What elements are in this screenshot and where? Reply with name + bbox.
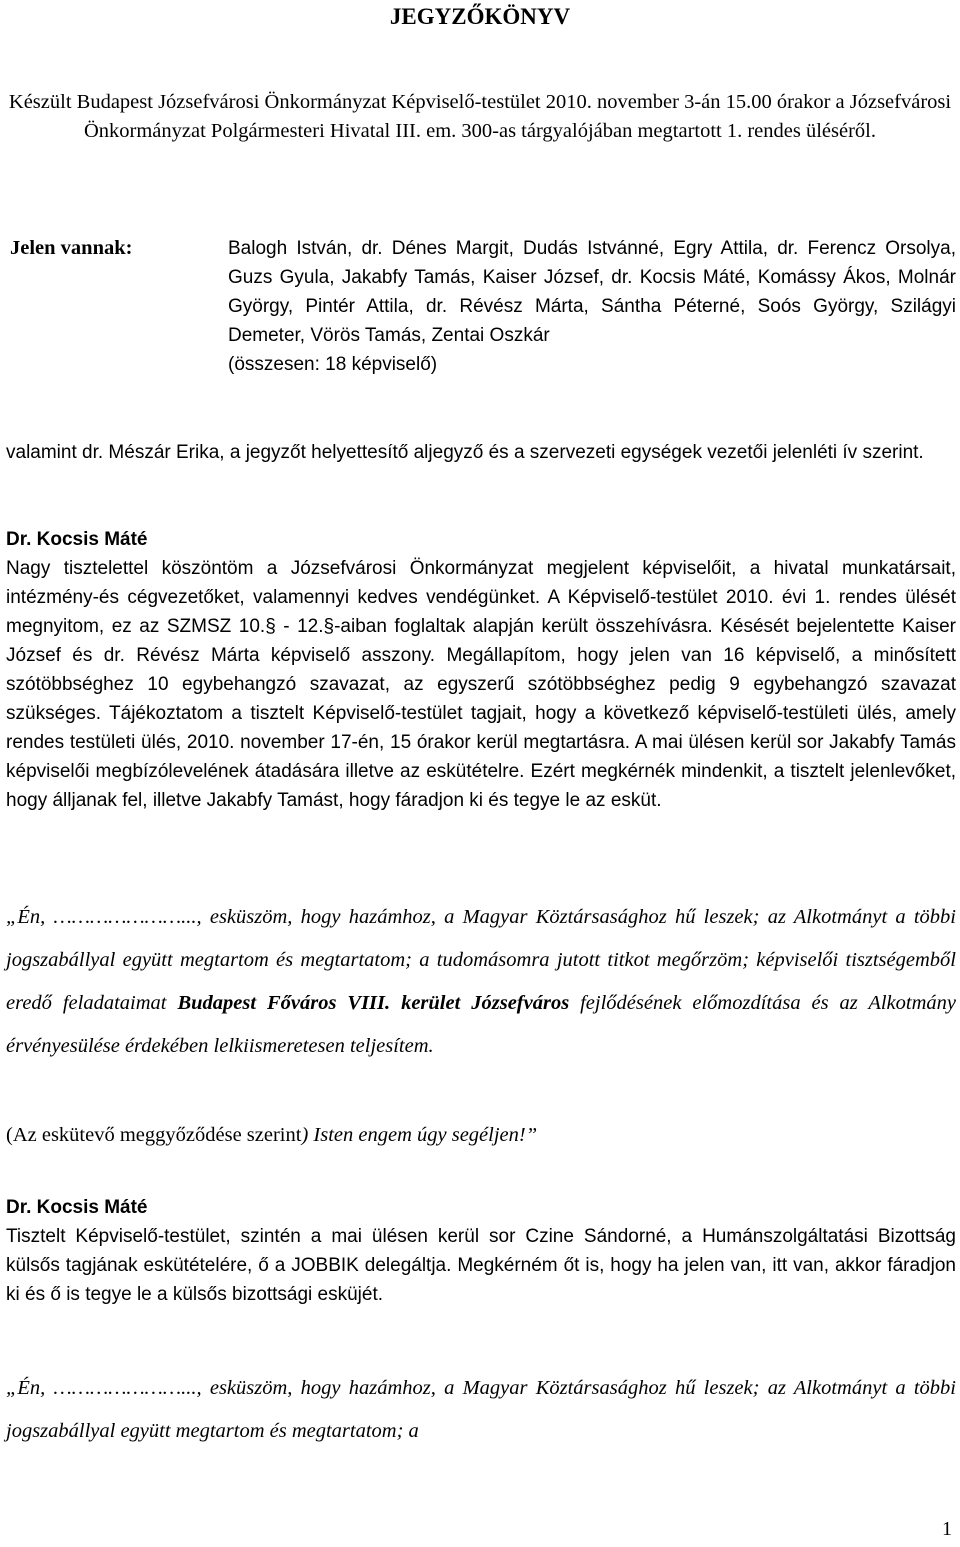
intro-paragraph: Készült Budapest Józsefvárosi Önkormányzat Képviselő-testület 2010. november 3-án 15.00 órakor a Józsefvárosi Önkormányzat Polgármesteri Hivatal III. em. 300-as tárgyalójában megtartott 1. rendes üléséről.	[8, 91, 952, 142]
also-present-paragraph: valamint dr. Mészár Erika, a jegyzőt helyettesítő aljegyző és a szervezeti egységek vezetői jelenléti ív szerint.	[6, 442, 924, 463]
document-title: JEGYZŐKÖNYV	[389, 4, 571, 29]
oath-text-2: „Én, …………………..., esküszöm, hogy hazámhoz, a Magyar Köztársasághoz hű leszek; az Alkotmányt a többi jogszabállyal együtt megtartom és megtartatom; a	[6, 1377, 956, 1442]
oath-closing-italic: ) Isten engem úgy segéljen!”	[301, 1124, 538, 1146]
oath-closing-plain: (Az eskütevő meggyőződése szerint	[6, 1124, 302, 1146]
speech-paragraph-1: Nagy tisztelettel köszöntöm a Józsefvárosi Önkormányzat megjelent képviselőit, a hivatal munkatársait, intézmény-és cégvezetőket, valamennyi kedves vendégünket. A Képviselő-testület 2010. évi 1. rendes ülését megnyitom, ez az SZMSZ 10.§ - 12.§-aiban foglaltak alapján került összehívásra. Késését bejelentette Kaiser József és dr. Révész Márta képviselő asszony. Megállapítom, hogy jelen van 16 képviselő, a minősített szótöbbséghez 10 egybehangzó szavazat, az egyszerű szótöbbséghez pedig 9 egybehangzó szavazat szükséges. Tájékoztatom a tisztelt Képviselő-testület tagjait, hogy a következő képviselő-testületi ülés, amely rendes testületi ülés, 2010. november 17-én, 15 órakor kerül megtartásra. A mai ülésen kerül sor Jakabfy Tamás képviselői megbízólevelének átadására illetve az eskütételre. Ezért megkérnék mindenkit, a tisztelt jelenlevőket, hogy álljanak fel, illetve Jakabfy Tamást, hogy fáradjon ki és tegye le az esküt.	[6, 558, 956, 811]
present-label: Jelen vannak:	[10, 237, 133, 259]
present-total: (összesen: 18 képviselő)	[228, 354, 438, 375]
oath-1-part-b: fejlődésének előmozdítása és az Alkotmány érvényesülése érdekében lelkiismeretesen teljesítem.	[6, 992, 956, 1057]
oath-closing-1	[6, 1121, 956, 1150]
speech-paragraph-2: Tisztelt Képviselő-testület, szintén a mai ülésen kerül sor Czine Sándorné, a Humánszolgáltatási Bizottság külsős tagjának eskütételére, ő a JOBBIK delegáltja. Megkérném őt is, hogy ha jelen van, itt van, akkor fáradjon ki és ő is tegye le a külsős bizottsági esküjét.	[6, 1226, 956, 1305]
speaker-name-1: Dr. Kocsis Máté	[6, 529, 148, 550]
oath-1-bold-place: Budapest Főváros VIII. kerület Józsefváros	[177, 992, 570, 1014]
page-number: 1	[942, 1518, 952, 1540]
oath-1-part-a: „Én, …………………..., esküszöm, hogy hazámhoz, a Magyar Köztársasághoz hű leszek; az Alkotmányt a többi jogszabállyal együtt megtartom és megtartatom; a tudomásomra jutott titkot megőrzöm; képviselői tisztségemből eredő feladataimat	[6, 906, 956, 1014]
present-members-list: Balogh István, dr. Dénes Margit, Dudás Istvánné, Egry Attila, dr. Ferencz Orsolya, Guzs Gyula, Jakabfy Tamás, Kaiser József, dr. Kocsis Máté, Komássy Ákos, Molnár György, Pintér Attila, dr. Révész Márta, Sántha Péterné, Soós György, Szilágyi Demeter, Vörös Tamás, Zentai Oszkár	[228, 238, 956, 346]
speaker-name-2: Dr. Kocsis Máté	[6, 1197, 148, 1218]
present-members-block	[228, 234, 956, 379]
oath-text-1	[6, 896, 956, 1068]
